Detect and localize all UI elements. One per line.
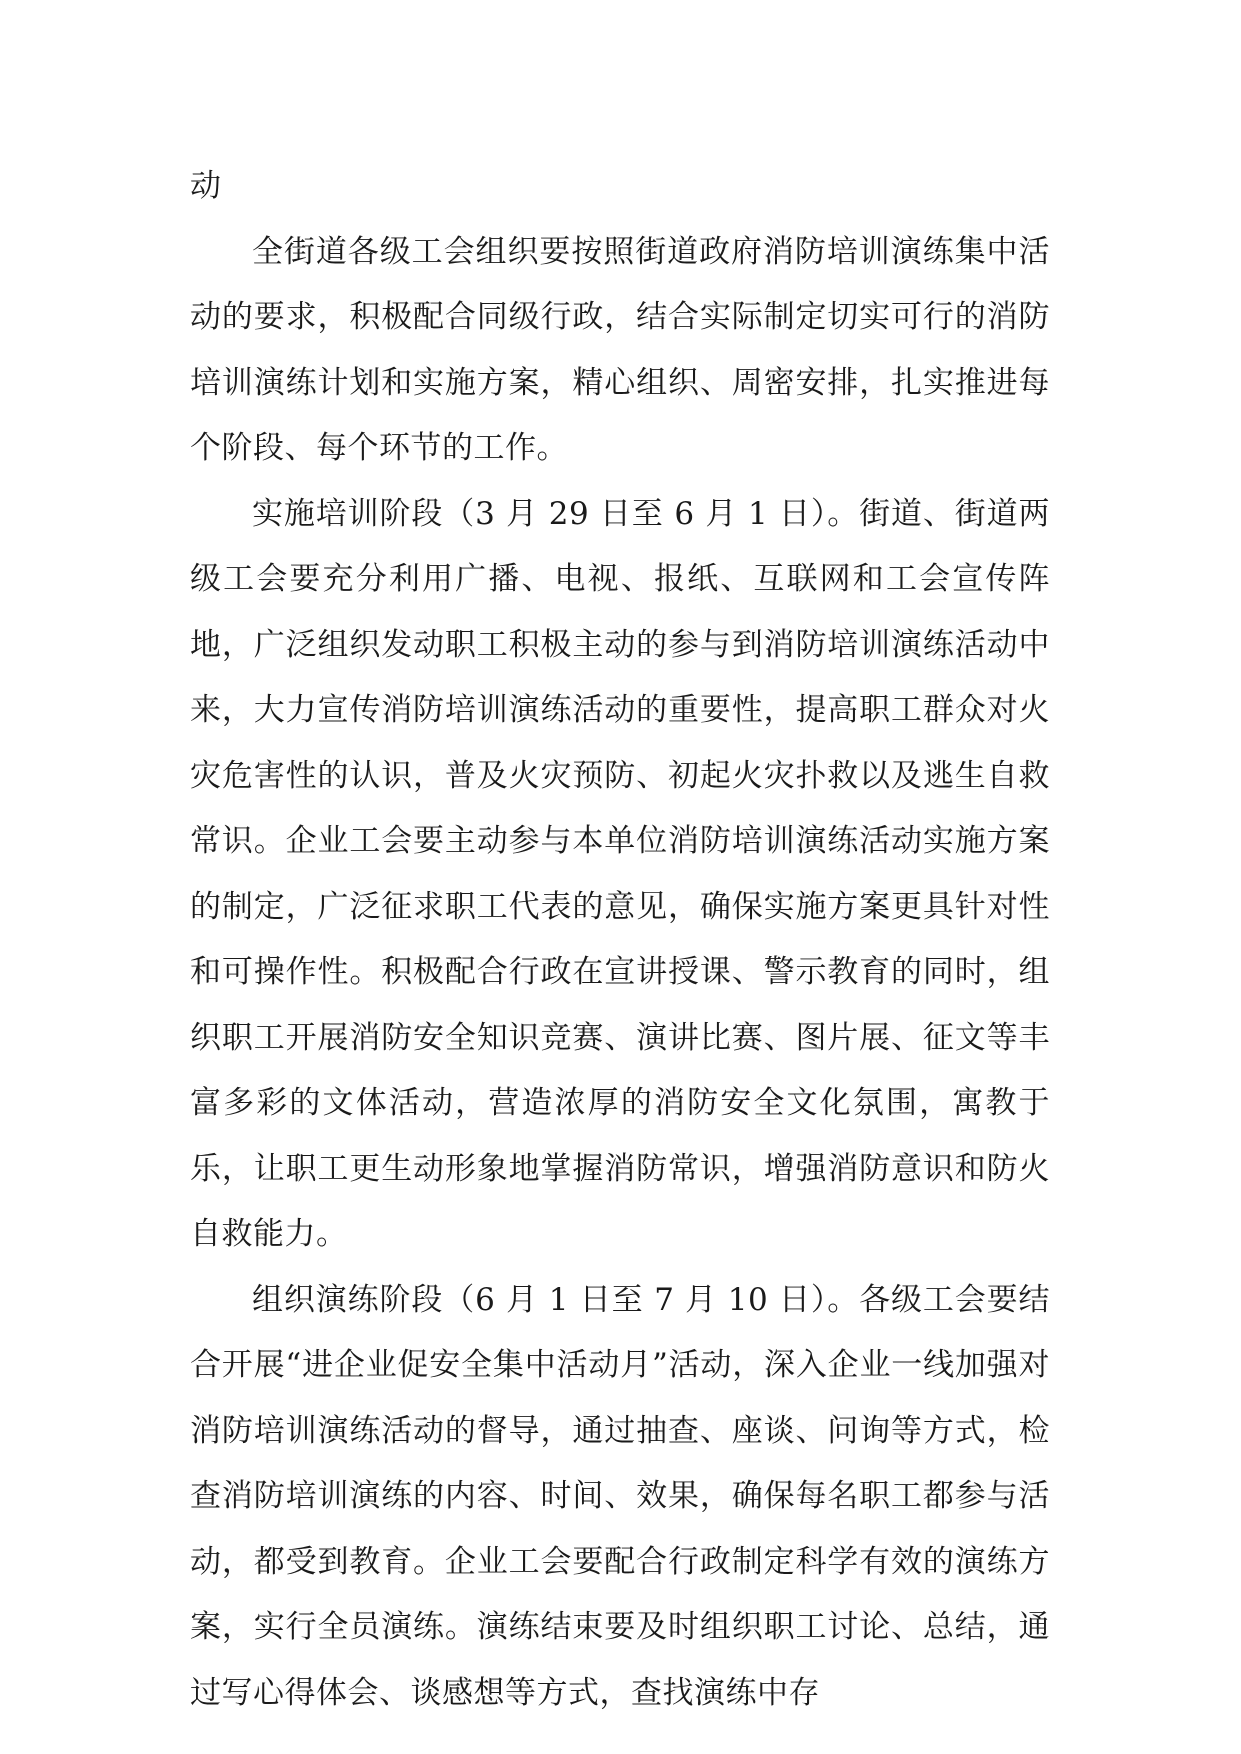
paragraph-overview: 全街道各级工会组织要按照街道政府消防培训演练集中活动的要求，积极配合同级行政，结合实际制定切实可行的消防培训演练计划和实施方案，精心组织、周密安排，扎实推进每个阶段、每个环节的工作。 (190, 233, 1050, 466)
paragraph-continuation: 动 (190, 168, 222, 204)
paragraph-drill-phase: 组织演练阶段（6 月 1 日至 7 月 10 日）。各级工会要结合开展“进企业促安全集中活动月”活动，深入企业一线加强对消防培训演练活动的督导，通过抽查、座谈、问询等方式，检查消防培训演练的内容、时间、效果，确保每名职工都参与活动，都受到教育。企业工会要配合行政制定科学有效的演练方案，实行全员演练。演练结束要及时组织职工讨论、总结，通过写心得体会、谈感想等方式，查找演练中存 (190, 1281, 1050, 1711)
paragraph-training-phase: 实施培训阶段（3 月 29 日至 6 月 1 日）。街道、街道两级工会要充分利用广播、电视、报纸、互联网和工会宣传阵地，广泛组织发动职工积极主动的参与到消防培训演练活动中来，大力宣传消防培训演练活动的重要性，提高职工群众对火灾危害性的认识，普及火灾预防、初起火灾扑救以及逃生自救常识。企业工会要主动参与本单位消防培训演练活动实施方案的制定，广泛征求职工代表的意见，确保实施方案更具针对性和可操作性。积极配合行政在宣讲授课、警示教育的同时，组织职工开展消防安全知识竞赛、演讲比赛、图片展、征文等丰富多彩的文体活动，营造浓厚的消防安全文化氛围，寓教于乐，让职工更生动形象地掌握消防常识，增强消防意识和防火自救能力。 (190, 495, 1050, 1252)
document-body (190, 154, 1050, 1726)
